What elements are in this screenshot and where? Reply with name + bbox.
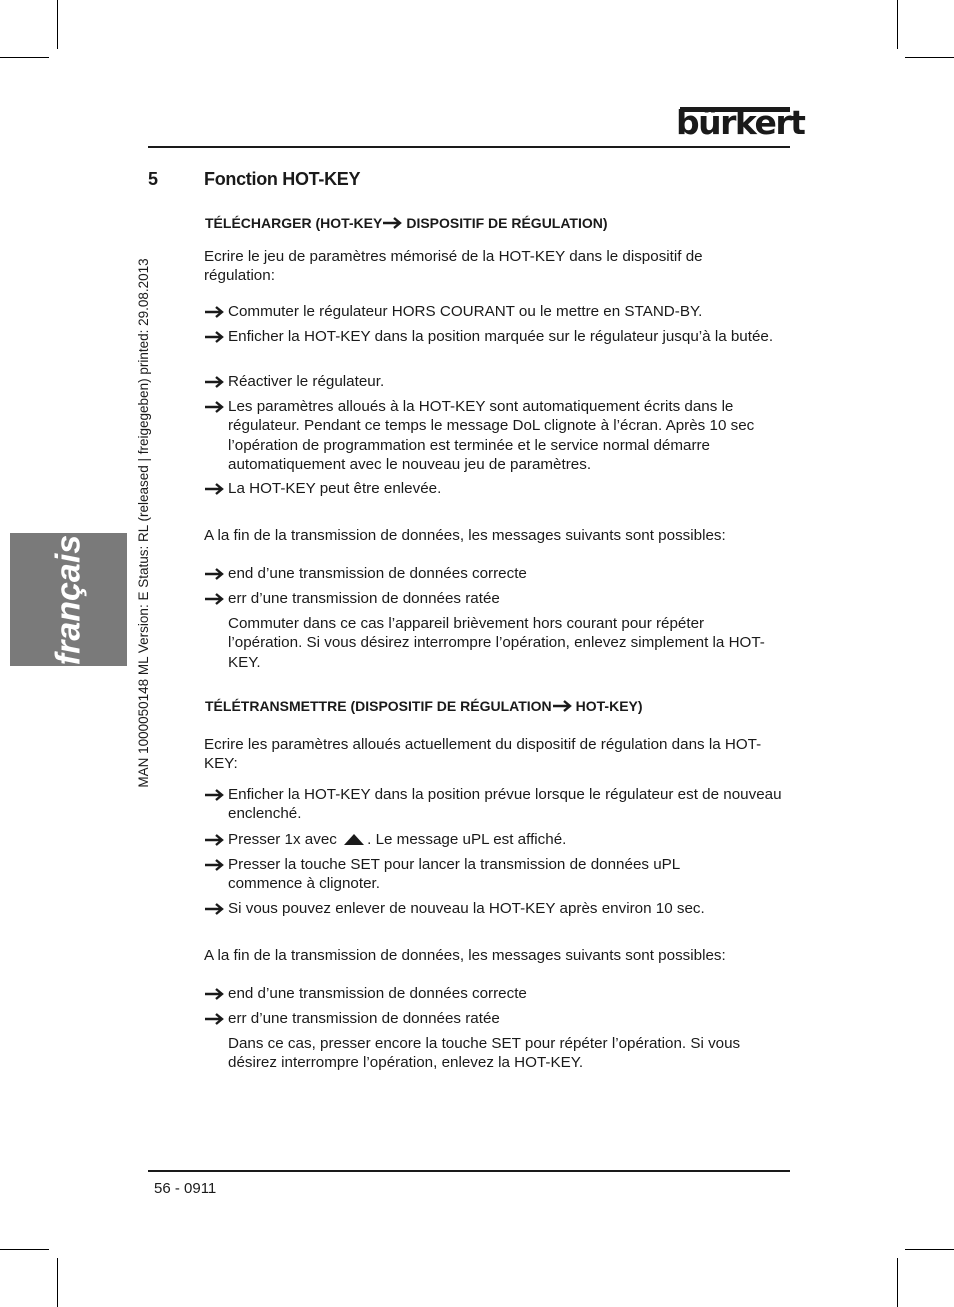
list-item: end d’une transmission de données correcte <box>204 984 794 1003</box>
brand-logo: bürkert <box>676 103 805 142</box>
list-item: err d’une transmission de données ratée <box>204 1009 794 1028</box>
crop-mark <box>57 0 58 49</box>
crop-mark <box>57 1258 58 1307</box>
arrow-icon <box>204 1009 226 1028</box>
list-item: Si vous pouvez enlever de nouveau la HOT-KEY après environ 10 sec. <box>204 899 794 918</box>
language-tab <box>10 533 127 666</box>
section-title: Fonction HOT-KEY <box>204 169 361 189</box>
crop-mark <box>0 1249 49 1250</box>
arrow-icon <box>382 216 406 233</box>
upload-result-intro: A la fin de la transmission de données, les messages suivants sont possibles: <box>204 947 726 964</box>
list-item: Commuter le régulateur HORS COURANT ou le mettre en STAND-BY. <box>204 302 794 321</box>
download-error-note: Commuter dans ce cas l’appareil brièvement hors courant pour répéter l’opération. Si vous désirez interrompre l’opération, enlevez simplement la HOT-KEY. <box>228 615 765 671</box>
document-meta: MAN 1000050148 ML Version: E Status: RL (released | freigegeben) printed: 29.08.2013 <box>136 258 151 788</box>
arrow-icon <box>204 830 226 849</box>
list-item: Réactiver le régulateur. <box>204 372 794 391</box>
crop-mark <box>0 57 49 58</box>
arrow-icon <box>204 589 226 608</box>
up-key-icon <box>343 832 365 851</box>
list-item: err d’une transmission de données ratée <box>204 589 794 608</box>
arrow-icon <box>204 372 226 391</box>
list-item: end d’une transmission de données correcte <box>204 564 794 583</box>
download-intro: Ecrire le jeu de paramètres mémorisé de la HOT-KEY dans le dispositif de régulation: <box>204 248 703 285</box>
upload-heading: TÉLÉTRANSMETTRE (DISPOSITIF DE RÉGULATION HOT-KEY) <box>205 698 643 714</box>
arrow-icon <box>204 397 226 416</box>
list-item: Presser 1x avec . Le message uPL est affiché. <box>204 830 794 851</box>
page-number: 56 - 0911 <box>154 1180 217 1197</box>
arrow-icon <box>204 984 226 1003</box>
crop-mark <box>897 0 898 49</box>
upload-intro: Ecrire les paramètres alloués actuellement du dispositif de régulation dans la HOT-KEY: <box>204 736 762 773</box>
arrow-icon <box>552 699 576 716</box>
arrow-icon <box>204 302 226 321</box>
crop-mark <box>905 57 954 58</box>
list-item: Presser la touche SET pour lancer la transmission de données uPL commence à clignoter. <box>204 855 744 894</box>
crop-mark <box>897 1258 898 1307</box>
arrow-icon <box>204 564 226 583</box>
footer-rule <box>148 1170 790 1172</box>
download-heading: TÉLÉCHARGER (HOT-KEY DISPOSITIF DE RÉGULATION) <box>205 215 608 231</box>
header-rule <box>148 146 790 148</box>
download-result-intro: A la fin de la transmission de données, les messages suivants sont possibles: <box>204 527 726 544</box>
list-item: La HOT-KEY peut être enlevée. <box>204 479 794 498</box>
list-item: Les paramètres alloués à la HOT-KEY sont automatiquement écrits dans le régulateur. Pendant ce temps le message DoL clignote à l’écran. Après 10 sec l’opération de programmation est terminée et le service normal démarre automatiquement avec le nouveau jeu de paramètres. <box>204 397 794 474</box>
arrow-icon <box>204 327 226 346</box>
arrow-icon <box>204 855 226 874</box>
crop-mark <box>905 1249 954 1250</box>
language-tab-label: français <box>49 534 87 665</box>
list-item: Enficher la HOT-KEY dans la position marquée sur le régulateur jusqu’à la butée. <box>204 327 789 346</box>
upload-error-note: Dans ce cas, presser encore la touche SET pour répéter l’opération. Si vous désirez interrompre l’opération, enlevez la HOT-KEY. <box>228 1035 741 1072</box>
arrow-icon <box>204 899 226 918</box>
arrow-icon <box>204 785 226 804</box>
section-number: 5 <box>148 169 159 189</box>
arrow-icon <box>204 479 226 498</box>
list-item: Enficher la HOT-KEY dans la position prévue lorsque le régulateur est de nouveau enclenché. <box>204 785 784 824</box>
